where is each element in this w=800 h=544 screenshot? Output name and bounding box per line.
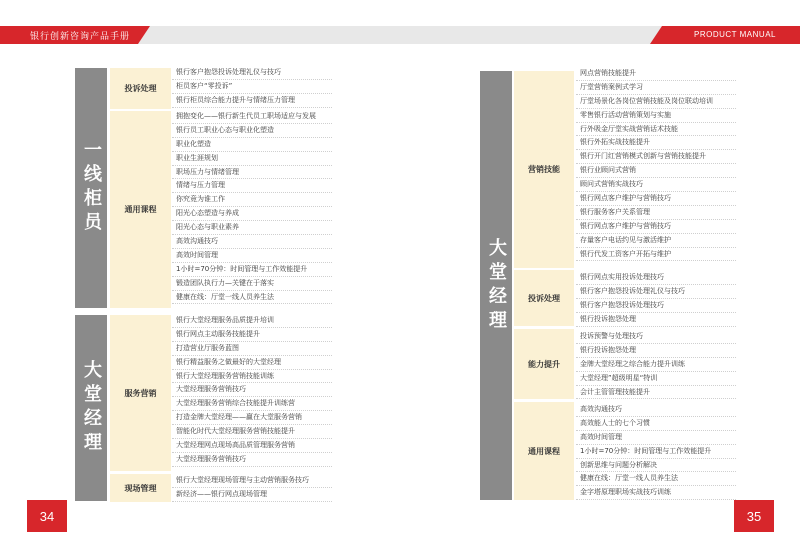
header-right-title: PRODUCT MANUAL (694, 30, 776, 39)
category-general: 通用课程 (110, 111, 171, 308)
list-item: 银行客户抱怨投诉处理礼仪与技巧 (172, 66, 332, 80)
list-item: 锻造团队执行力—关键在于落实 (172, 277, 332, 291)
list-item: 银行网点主动服务技能提升 (172, 328, 332, 342)
page-number-left: 34 (27, 500, 67, 532)
list-item: 银行代发工资客户开拓与维护 (576, 248, 736, 262)
list-item: 大堂经理”超级明星“特训 (576, 372, 736, 386)
section-bar-teller (75, 68, 107, 308)
list-item: 大堂经理网点现场高品质管理服务营销 (172, 439, 332, 453)
list-item: 银行柜员综合能力提升与情绪压力管理 (172, 94, 332, 108)
category-complaint-right: 投诉处理 (514, 270, 574, 326)
section-title-teller: 一线柜员 (81, 140, 102, 236)
list-item: 厅堂营销案例式学习 (576, 81, 736, 95)
list-item: 高效时间管理 (172, 249, 332, 263)
list-item: 大堂经理服务营销技巧 (172, 383, 332, 397)
list-item: 阳光心态塑造与养成 (172, 207, 332, 221)
list-item: 银行服务客户关系管理 (576, 206, 736, 220)
list-item: 网点营销技能提升 (576, 67, 736, 81)
list-item: 大堂经理服务营销综合技能提升训练营 (172, 397, 332, 411)
item-list-service-marketing (172, 314, 332, 467)
list-item: 健康在线：厅堂一线人员养生法 (576, 472, 736, 486)
item-list-marketing-skills (576, 67, 736, 261)
list-item: 银行精益服务之做最好的大堂经理 (172, 356, 332, 370)
item-list-general-right (576, 403, 736, 500)
list-item: 金字塔原理职场实战技巧训练 (576, 486, 736, 500)
list-item: 行外吸金厅堂实战营销话术技能 (576, 123, 736, 137)
category-capability: 能力提升 (514, 329, 574, 399)
list-item: 银行外拓实战技能提升 (576, 136, 736, 150)
list-item: 智能化时代大堂经理服务营销技能提升 (172, 425, 332, 439)
section-title-lobby-manager: 大堂经理 (81, 360, 102, 456)
category-complaint: 投诉处理 (110, 68, 171, 109)
header-left-title: 银行创新咨询产品手册 (30, 32, 131, 42)
list-item: 银行大堂经理服务品质提升培训 (172, 314, 332, 328)
list-item: 金牌大堂经理之综合能力提升训练 (576, 358, 736, 372)
list-item: 柜员客户“零投诉” (172, 80, 332, 94)
list-item: 你究竟为谁工作 (172, 193, 332, 207)
section-bar-right (480, 71, 512, 500)
category-general-right: 通用课程 (514, 402, 574, 500)
page-number-right: 35 (734, 500, 774, 532)
list-item: 高效沟通技巧 (172, 235, 332, 249)
list-item: 会计主管管理技能提升 (576, 386, 736, 400)
list-item: 职场压力与情绪管理 (172, 166, 332, 180)
list-item: 新经济——银行网点现场管理 (172, 488, 332, 502)
list-item: 银行大堂经理服务营销技能训练 (172, 370, 332, 384)
item-list-complaint (172, 66, 332, 108)
list-item: 拥抱变化——银行新生代员工职场适应与发展 (172, 110, 332, 124)
item-list-capability (576, 330, 736, 399)
list-item: 职业生涯规划 (172, 152, 332, 166)
list-item: 高效能人士的七个习惯 (576, 417, 736, 431)
list-item: 阳光心态与职业素养 (172, 221, 332, 235)
list-item: 高效沟通技巧 (576, 403, 736, 417)
list-item: 职业化塑造 (172, 138, 332, 152)
list-item: 银行网点实用投诉处理技巧 (576, 271, 736, 285)
list-item: 投诉预警与处理技巧 (576, 330, 736, 344)
list-item: 银行员工职业心态与职业化塑造 (172, 124, 332, 138)
category-marketing-skills: 营销技能 (514, 71, 574, 268)
list-item: 创新思维与问题分析解决 (576, 459, 736, 473)
list-item: 健康在线：厅堂一线人员养生法 (172, 291, 332, 305)
list-item: 打造营业厅服务蓝图 (172, 342, 332, 356)
list-item: 银行客户抱怨投诉处理技巧 (576, 299, 736, 313)
category-service-marketing: 服务营销 (110, 315, 171, 471)
list-item: 银行网点客户维护与营销技巧 (576, 192, 736, 206)
list-item: 1小时=70分钟：时间管理与工作效能提升 (576, 445, 736, 459)
list-item: 厅堂场景化各岗位营销技能及岗位联动培训 (576, 95, 736, 109)
list-item: 银行业顾问式营销 (576, 164, 736, 178)
list-item: 顾问式营销实战技巧 (576, 178, 736, 192)
list-item: 银行网点客户维护与营销技巧 (576, 220, 736, 234)
list-item: 1小时=70分钟：时间管理与工作效能提升 (172, 263, 332, 277)
section-bar-lobby-manager (75, 315, 107, 501)
section-title-right: 大堂经理 (486, 237, 507, 334)
list-item: 银行开门红营销模式创新与营销技能提升 (576, 150, 736, 164)
list-item: 银行大堂经理现场管理与主动营销服务技巧 (172, 474, 332, 488)
list-item: 银行客户抱怨投诉处理礼仪与技巧 (576, 285, 736, 299)
category-onsite-management: 现场管理 (110, 474, 171, 502)
list-item: 高效时间管理 (576, 431, 736, 445)
list-item: 零售银行活动营销策划与实施 (576, 109, 736, 123)
item-list-general (172, 110, 332, 304)
list-item: 情绪与压力管理 (172, 179, 332, 193)
list-item: 银行投诉抱怨处理 (576, 344, 736, 358)
list-item: 打造金牌大堂经理——赢在大堂服务营销 (172, 411, 332, 425)
list-item: 存量客户电话约见与激活维护 (576, 234, 736, 248)
item-list-onsite-management (172, 474, 332, 502)
list-item: 大堂经理服务营销技巧 (172, 453, 332, 467)
list-item: 银行投诉抱怨处理 (576, 313, 736, 327)
item-list-complaint-right (576, 271, 736, 327)
